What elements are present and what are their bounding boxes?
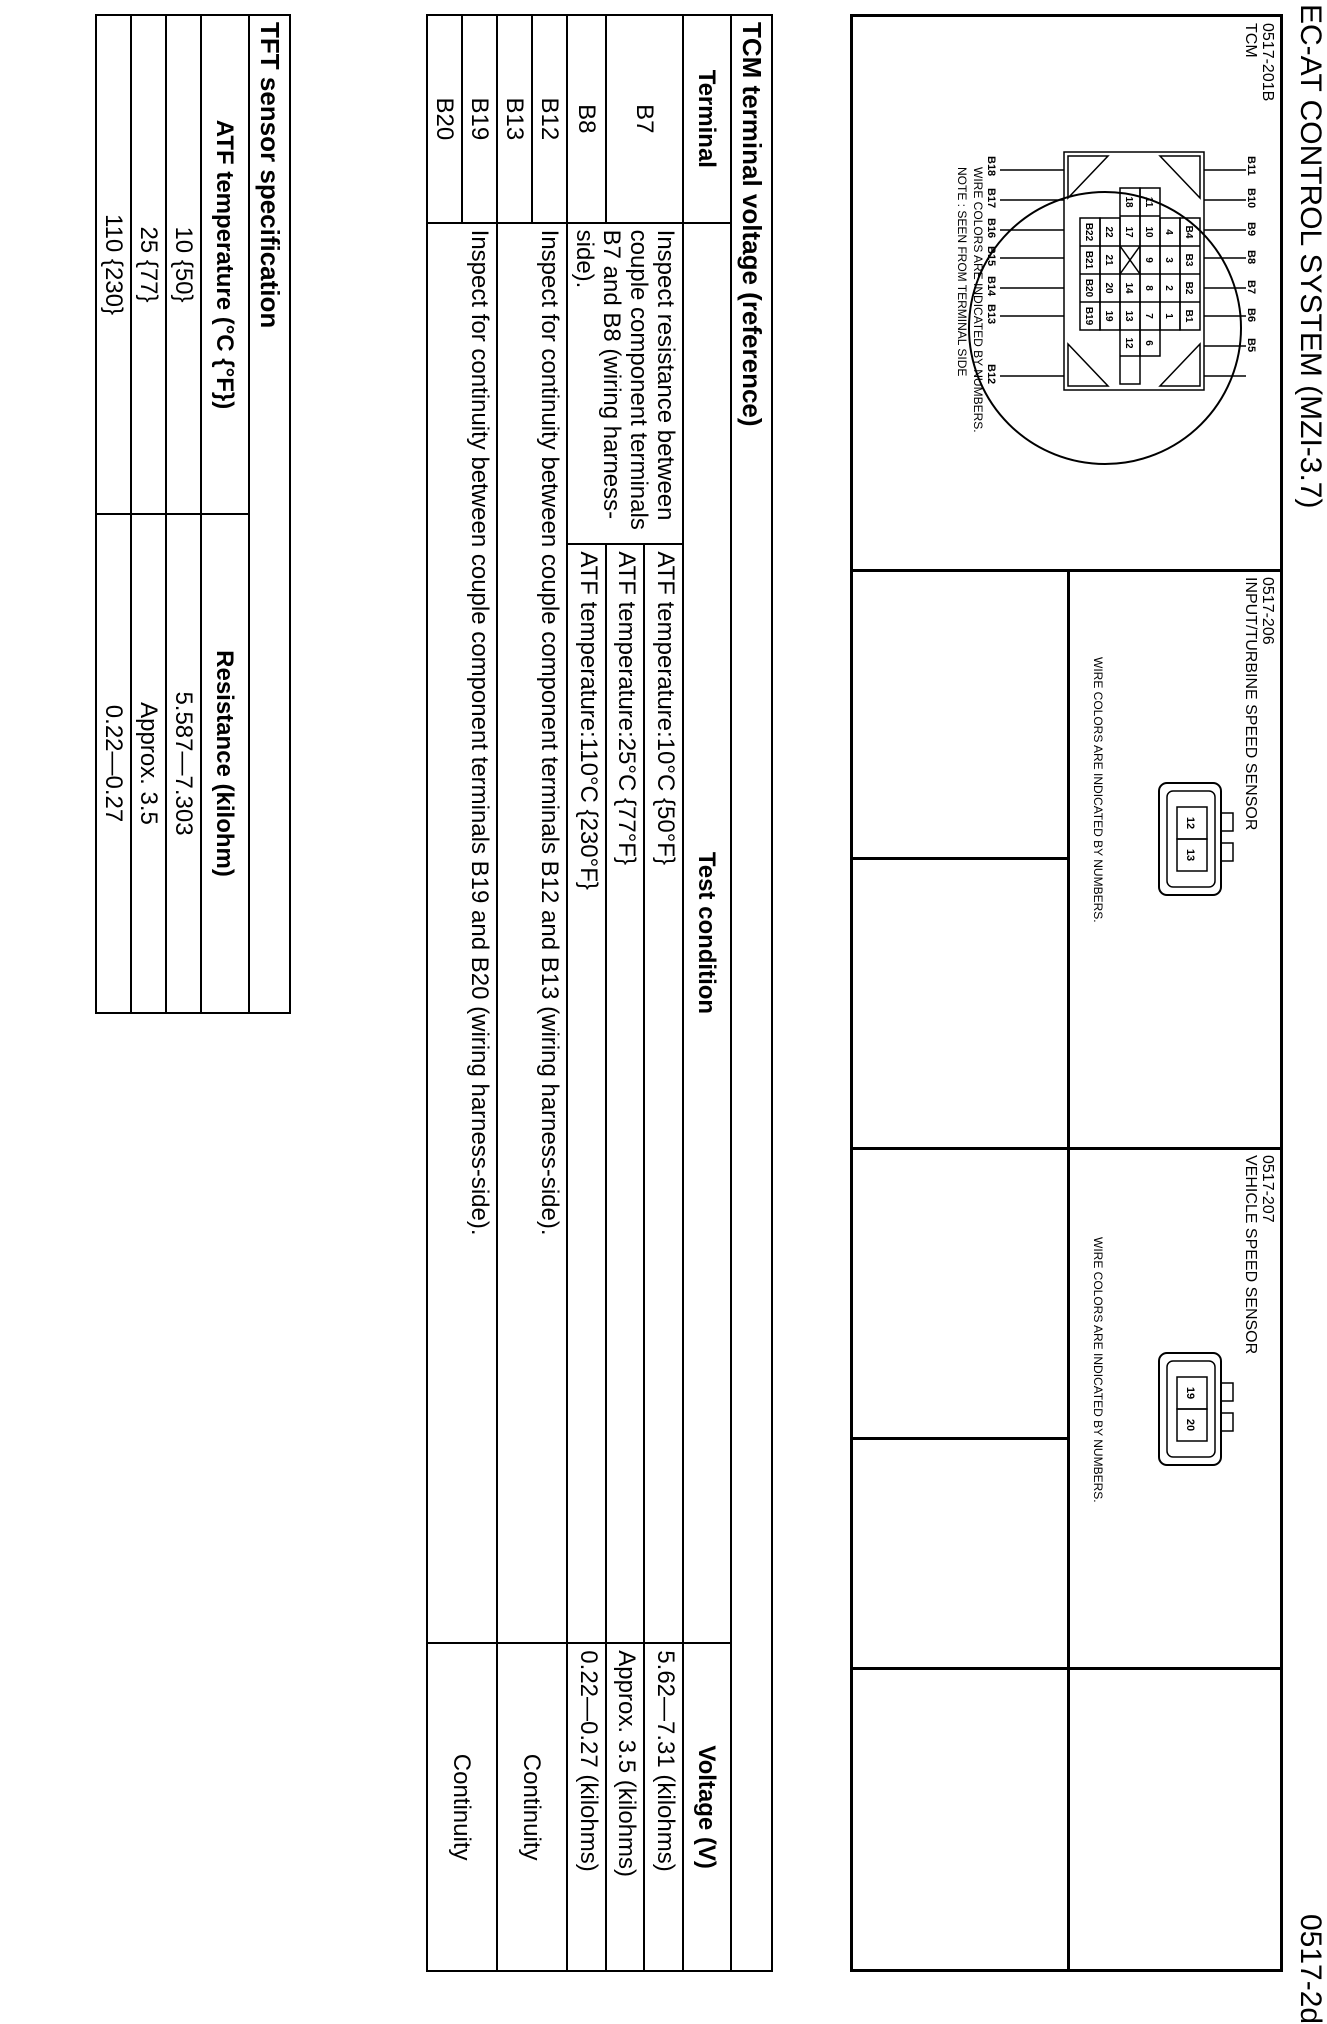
tft-spec-table <box>95 14 291 1014</box>
condition-cell: ATF temperature:110°C {230°F} <box>567 544 606 1643</box>
resistance-cell: Approx. 3.5 <box>131 514 166 1013</box>
pin-label: 3 <box>1163 257 1174 263</box>
pin-label: 12 <box>1184 816 1196 830</box>
divider <box>1067 569 1070 1969</box>
input-sensor-note: WIRE COLORS ARE INDICATED BY NUMBERS. <box>1091 657 1105 923</box>
bottom-terminal-label: B17 <box>985 188 997 209</box>
tft-table-title: TFT sensor specification <box>249 15 290 1013</box>
pin-label: B19 <box>1083 306 1094 326</box>
terminal-cell: B12 <box>532 15 567 223</box>
pin-label: 6 <box>1143 340 1154 346</box>
pin-label: 22 <box>1103 226 1114 238</box>
pin-label: 17 <box>1123 226 1134 238</box>
pin-label: 8 <box>1143 285 1154 291</box>
tcm-connector-code: 0517-201B <box>1259 23 1276 102</box>
tcm-side-note: NOTE : SEEN FROM TERMINAL SIDE <box>955 167 969 377</box>
pin-grid <box>1064 152 1204 390</box>
tcm-voltage-table <box>426 14 773 1972</box>
pin-label: 18 <box>1123 196 1134 208</box>
terminal-labels <box>985 156 1257 384</box>
tcm-connector-diagram <box>900 142 1260 512</box>
pin-label: B4 <box>1183 225 1194 239</box>
pin-label: 2 <box>1163 285 1174 291</box>
top-terminal-label: B7 <box>1245 280 1257 295</box>
pin-label: 21 <box>1103 254 1114 266</box>
bottom-terminal-label: B18 <box>985 156 997 177</box>
bottom-terminal-label: B13 <box>985 304 997 325</box>
terminal-cell: B13 <box>497 15 532 223</box>
pin-label: B1 <box>1183 309 1194 323</box>
resistance-cell: 5.587—7.303 <box>166 514 201 1013</box>
vehicle-sensor-connector <box>1145 1347 1235 1477</box>
terminal-cell: B8 <box>567 15 606 223</box>
temp-cell: 110 {230} <box>96 15 131 514</box>
vehicle-sensor-name: VEHICLE SPEED SENSOR <box>1242 1155 1259 1355</box>
pin-label: 4 <box>1163 229 1174 235</box>
bottom-terminal-label: B16 <box>985 218 997 239</box>
top-terminal-label: B9 <box>1245 222 1257 237</box>
tcm-table-title: TCM terminal voltage (reference) <box>731 15 772 1971</box>
condition-cell: Inspect for continuity between couple component terminals B12 and B13 (wiring harness-side). <box>497 223 567 1644</box>
pin-label: B3 <box>1183 253 1194 267</box>
input-sensor-code: 0517-206 <box>1259 577 1276 645</box>
tcm-wire-note: WIRE COLORS ARE INDICATED BY NUMBERS. <box>971 167 985 433</box>
pin-label: 20 <box>1184 1418 1196 1432</box>
pin-label: 20 <box>1103 282 1114 294</box>
pin-label: B22 <box>1083 222 1094 242</box>
pin-label: 13 <box>1123 310 1134 322</box>
top-terminal-label: B5 <box>1245 338 1257 353</box>
pin-label: 12 <box>1123 337 1134 349</box>
header-atf-temp: ATF temperature (°C {°F}) <box>201 15 249 514</box>
input-sensor-name: INPUT/TURBINE SPEED SENSOR <box>1242 577 1259 831</box>
terminal-cell: B19 <box>462 15 497 223</box>
pin-label: B21 <box>1083 250 1094 270</box>
input-sensor-connector <box>1145 777 1235 907</box>
condition-cell: ATF temperature:10°C {50°F} <box>644 544 683 1643</box>
voltage-cell: Continuity <box>497 1643 567 1971</box>
resistance-cell: 0.22—0.27 <box>96 514 131 1013</box>
bottom-terminal-label: B14 <box>985 276 997 297</box>
condition-cell: Inspect resistance between couple component terminals B7 and B8 (wiring harness-side). <box>567 223 683 545</box>
pin-label: 11 <box>1143 196 1154 208</box>
top-terminal-label: B10 <box>1245 188 1257 209</box>
header-resistance: Resistance (kilohm) <box>201 514 249 1013</box>
divider <box>853 1437 1070 1440</box>
table-row <box>166 15 201 1013</box>
page-title: EC-AT CONTROL SYSTEM (MZI-3.7) <box>1294 4 1327 509</box>
table-row <box>462 15 497 1971</box>
table-row <box>96 15 131 1013</box>
bottom-terminal-label: B15 <box>985 246 997 267</box>
pin-label: 19 <box>1184 1386 1196 1400</box>
divider <box>853 857 1070 860</box>
voltage-cell: 5.62—7.31 (kilohms) <box>644 1643 683 1971</box>
pin-label: B20 <box>1083 278 1094 298</box>
temp-cell: 25 {77} <box>131 15 166 514</box>
top-terminal-label: B8 <box>1245 250 1257 265</box>
table-row <box>644 15 683 1971</box>
vehicle-sensor-note: WIRE COLORS ARE INDICATED BY NUMBERS. <box>1091 1237 1105 1503</box>
bottom-terminal-label: B12 <box>985 364 997 385</box>
pin-label: 7 <box>1143 313 1154 319</box>
connector-frame <box>850 14 1283 1972</box>
top-terminal-label: B6 <box>1245 308 1257 323</box>
header-test-condition: Test condition <box>683 223 731 1644</box>
voltage-cell: Approx. 3.5 (kilohms) <box>606 1643 645 1971</box>
terminal-cell: B20 <box>427 15 462 223</box>
table-row <box>532 15 567 1971</box>
page-id: 0517-2d <box>1294 1914 1327 2024</box>
condition-cell: ATF temperature:25°C {77°F} <box>606 544 645 1643</box>
pin-label: 19 <box>1103 310 1114 322</box>
pin-label: 14 <box>1123 282 1134 294</box>
temp-cell: 10 {50} <box>166 15 201 514</box>
voltage-cell: Continuity <box>427 1643 497 1971</box>
pin-label: 10 <box>1143 226 1154 238</box>
pin-label: B2 <box>1183 281 1194 295</box>
pin-label: 1 <box>1163 313 1174 319</box>
tcm-connector-name: TCM <box>1242 23 1259 58</box>
header-terminal: Terminal <box>683 15 731 223</box>
vehicle-sensor-code: 0517-207 <box>1259 1155 1276 1223</box>
table-row <box>131 15 166 1013</box>
terminal-cell: B7 <box>606 15 683 223</box>
voltage-cell: 0.22—0.27 (kilohms) <box>567 1643 606 1971</box>
condition-cell: Inspect for continuity between couple component terminals B19 and B20 (wiring harness-side). <box>427 223 497 1644</box>
header-voltage: Voltage (V) <box>683 1643 731 1971</box>
pin-label: 13 <box>1184 848 1196 862</box>
pin-label: 9 <box>1143 257 1154 263</box>
top-terminal-label: B11 <box>1245 156 1257 176</box>
